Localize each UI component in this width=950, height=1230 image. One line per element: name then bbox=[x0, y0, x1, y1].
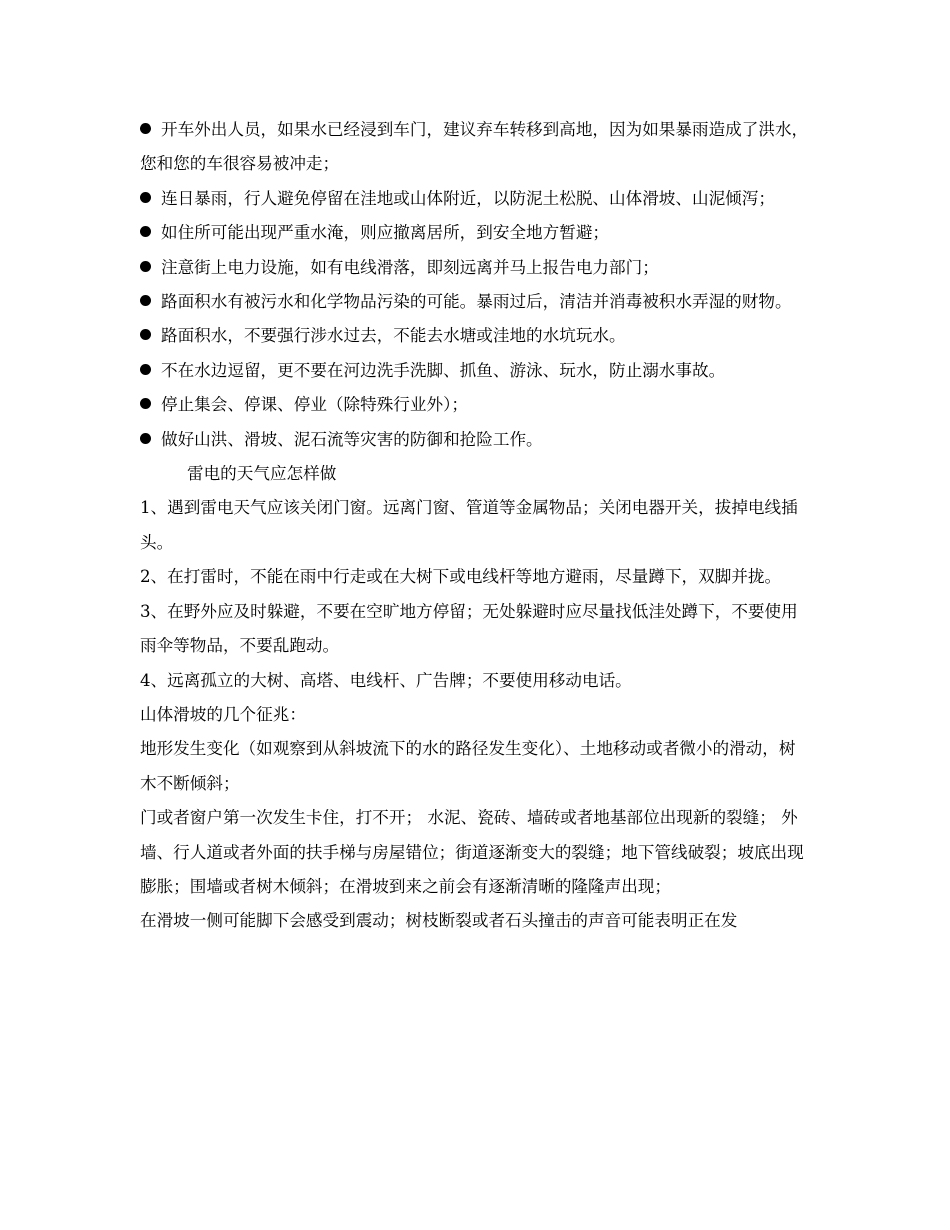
document-body bbox=[140, 113, 812, 939]
bullet-dot-icon bbox=[140, 295, 151, 306]
thunder-heading: 雷电的天气应怎样做 bbox=[187, 464, 337, 484]
bullet-item bbox=[140, 319, 812, 353]
bullet-text: 路面积水有被污水和化学物品污染的可能。暴雨过后，清洁并消毒被积水弄湿的财物。 bbox=[161, 292, 792, 312]
landslide-heading: 山体滑坡的几个征兆： bbox=[140, 704, 306, 724]
bullet-item bbox=[140, 423, 812, 457]
thunder-item: 2、在打雷时，不能在雨中行走或在大树下或电线杆等地方避雨，尽量蹲下，双脚并拢。 bbox=[140, 567, 782, 587]
bullet-dot-icon bbox=[140, 398, 151, 409]
bullet-dot-icon bbox=[140, 261, 151, 272]
landslide-paragraph: 地形发生变化（如观察到从斜坡流下的水的路径发生变化）、土地移动或者微小的滑动，树木不断倾斜； bbox=[140, 739, 796, 793]
bullet-text: 不在水边逗留，更不要在河边洗手洗脚、抓鱼、游泳、玩水，防止溺水事故。 bbox=[161, 360, 726, 380]
bullet-text: 停止集会、停课、停业（除特殊行业外）； bbox=[161, 395, 468, 415]
bullet-text: 开车外出人员，如果水已经浸到车门，建议弃车转移到高地，因为如果暴雨造成了洪水，您和您的车很容易被冲走； bbox=[140, 120, 809, 174]
bullet-dot-icon bbox=[140, 329, 151, 340]
bullet-item bbox=[140, 388, 812, 422]
bullet-item bbox=[140, 113, 812, 182]
bullet-dot-icon bbox=[140, 192, 151, 203]
bullet-item bbox=[140, 354, 812, 388]
bullet-text: 连日暴雨，行人避免停留在洼地或山体附近，以防泥土松脱、山体滑坡、山泥倾泻； bbox=[161, 188, 775, 208]
bullet-dot-icon bbox=[140, 364, 151, 375]
bullet-text: 路面积水，不要强行涉水过去，不能去水塘或洼地的水坑玩水。 bbox=[161, 326, 626, 346]
bullet-dot-icon bbox=[140, 226, 151, 237]
bullet-item bbox=[140, 216, 812, 250]
landslide-paragraph: 在滑坡一侧可能脚下会感受到震动；树枝断裂或者石头撞击的声音可能表明正在发 bbox=[140, 911, 738, 931]
thunder-item: 4、远离孤立的大树、高塔、电线杆、广告牌；不要使用移动电话。 bbox=[140, 670, 632, 690]
bullet-item bbox=[140, 251, 812, 285]
bullet-text: 做好山洪、滑坡、泥石流等灾害的防御和抢险工作。 bbox=[161, 429, 543, 449]
bullet-text: 如住所可能出现严重水淹，则应撤离居所，到安全地方暂避； bbox=[161, 223, 610, 243]
thunder-item: 1、遇到雷电天气应该关闭门窗。远离门窗、管道等金属物品；关闭电器开关，拔掉电线插头。 bbox=[140, 498, 798, 552]
bullet-item bbox=[140, 285, 812, 319]
landslide-paragraph: 门或者窗户第一次发生卡住，打不开； 水泥、瓷砖、墙砖或者地基部位出现新的裂缝； 外墙、行人道或者外面的扶手梯与房屋错位；街道逐渐变大的裂缝；地下管线破裂；坡底出现膨胀；围墙或者树木倾斜；在滑坡到来之前会有逐渐清晰的隆隆声出现； bbox=[140, 808, 804, 896]
thunder-item: 3、在野外应及时躲避，不要在空旷地方停留；无处躲避时应尽量找低洼处蹲下，不要使用雨伞等物品，不要乱跑动。 bbox=[140, 601, 798, 656]
bullet-item bbox=[140, 182, 812, 216]
bullet-dot-icon bbox=[140, 433, 151, 444]
bullet-dot-icon bbox=[140, 123, 151, 134]
bullet-text: 注意街上电力设施，如有电线滑落，即刻远离并马上报告电力部门； bbox=[161, 257, 659, 277]
